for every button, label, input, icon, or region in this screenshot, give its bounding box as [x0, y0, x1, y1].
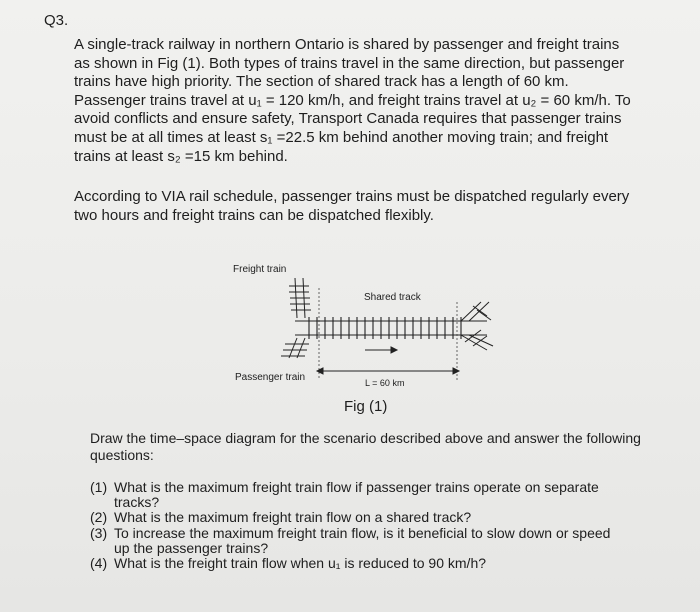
list-item: [90, 526, 670, 556]
exit-branch-track: [461, 302, 493, 350]
question-text: To increase the maximum freight train flow, is it beneficial to slow down or speed: [114, 524, 611, 541]
list-item: [90, 480, 670, 510]
question-text: What is the maximum freight train flow on a shared track?: [114, 509, 472, 526]
question-text-continued: up the passenger trains?: [114, 539, 269, 556]
figure-caption: Fig (1): [344, 398, 388, 415]
question-index: (1): [90, 479, 108, 495]
passenger-train-label: Passenger train: [235, 372, 306, 383]
list-item: [90, 510, 670, 525]
question-index: (3): [90, 524, 108, 541]
list-item: [90, 556, 670, 571]
shared-track-label: Shared track: [364, 292, 421, 303]
schedule-line: According to VIA rail schedule, passenger trains must be dispatched regularly every: [74, 188, 630, 205]
problem-line: Passenger trains travel at u₁ = 120 km/h, and freight trains travel at u₂ = 60 km/h. To: [74, 91, 631, 109]
schedule-line: two hours and freight trains can be dispatched flexibly.: [74, 206, 434, 224]
passenger-branch-track: [281, 338, 309, 358]
railway-figure: [225, 258, 515, 398]
problem-line: trains have high priority. The section of shared track has a length of 60 km.: [74, 73, 569, 91]
question-text: What is the freight train flow when u₁ is reduced to 90 km/h?: [114, 555, 487, 572]
instructions: Draw the time–space diagram for the scenario described above and answer the following questions:: [90, 430, 641, 463]
problem-line: must be at all times at least s₁ =22.5 km behind another moving train; and freight: [74, 128, 609, 146]
length-dimension-arrow: [317, 368, 459, 374]
freight-train-label: Freight train: [233, 264, 287, 275]
problem-line: trains at least s₂ =15 km behind.: [74, 147, 288, 165]
problem-line: as shown in Fig (1). Both types of trains travel in the same direction, but passenger: [74, 54, 625, 72]
problem-line: A single-track railway in northern Ontario is shared by passenger and freight trains: [74, 36, 620, 53]
question-text-continued: tracks?: [114, 494, 160, 511]
schedule-statement: [74, 188, 678, 225]
shared-track: [295, 317, 487, 339]
question-text: What is the maximum freight train flow if passenger trains operate on separate: [114, 479, 599, 495]
question-index: (2): [90, 509, 108, 526]
problem-statement: [74, 36, 678, 166]
freight-branch-track: [289, 278, 311, 318]
problem-line: avoid conflicts and ensure safety, Transport Canada requires that passenger trains: [74, 110, 622, 128]
question-number: Q3.: [44, 12, 69, 29]
length-label: L = 60 km: [365, 378, 405, 388]
direction-arrow: [365, 347, 397, 353]
question-list: [90, 480, 670, 571]
question-index: (4): [90, 555, 108, 572]
